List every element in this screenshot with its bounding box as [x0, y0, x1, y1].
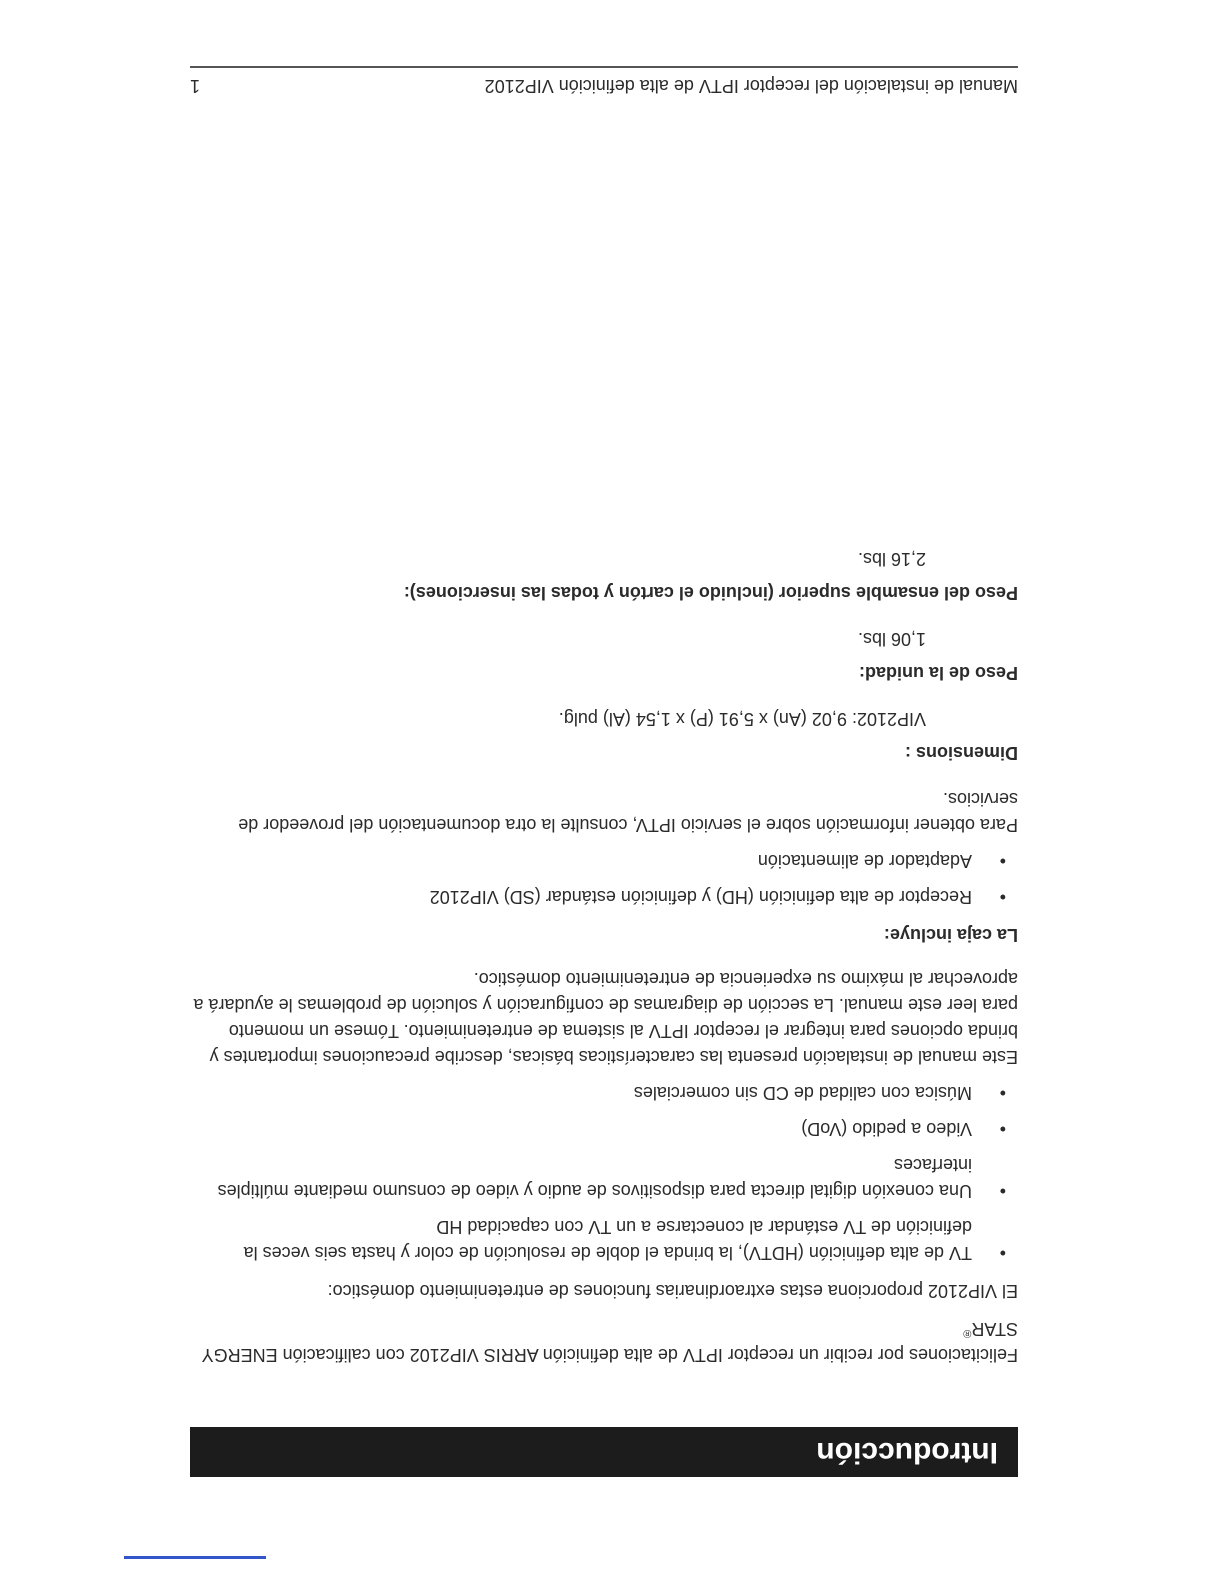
list-item: • Receptor de alta definición (HD) y definición estándar (SD) VIP2102: [190, 884, 1018, 910]
intro-paragraph: Felicitaciones por recibir un receptor IPTV de alta definición ARRIS VIP2102 con calificación ENERGY STAR®: [201, 1319, 1018, 1365]
unit-weight-value: 1,06 lbs.: [857, 629, 926, 649]
assembly-weight-value: 2,16 lbs.: [857, 549, 926, 569]
feature-list: [190, 1080, 1018, 1266]
running-header: [190, 66, 1018, 98]
page-body: [190, 546, 1018, 1368]
list-item: • Una conexión digital directa para dispositivos de audio y video de consumo mediante múltiples interfaces: [190, 1152, 1018, 1204]
box-contents-heading: La caja incluye:: [883, 925, 1018, 945]
list-item: • Música con calidad de CD sin comerciales: [190, 1080, 1018, 1106]
list-item: • TV de alta definición (HDTV), la brinda el doble de resolución de color y hasta seis veces la definición de TV estándar al conectarse a un TV con capacidad HD: [190, 1214, 1018, 1266]
section-title: Introducción: [816, 1436, 998, 1469]
dimensions-value: VIP2102: 9,02 (An) x 5,91 (P) x 1,54 (Al) pulg.: [558, 709, 926, 729]
section-banner: [190, 1427, 1018, 1477]
page-number: 1: [190, 76, 201, 96]
header-title: Manual de instalación del receptor IPTV de alta definición VIP2102: [484, 76, 1018, 96]
manual-description: Este manual de instalación presenta las características básicas, describe precauciones importantes y brinda opciones para integrar el receptor IPTV al sistema de entretenimiento. Tómese un momento para leer este manual. La sección de diagramas de configuración y solución de problemas le ayudará a aprovechar al máximo su experiencia de entretenimiento doméstico.: [193, 969, 1018, 1067]
assembly-weight-heading: Peso del ensamble superior (incluido el cartón y todas las inserciones):: [403, 583, 1018, 603]
service-note: Para obtener información sobre el servicio IPTV, consulte la otra documentación del proveedor de servicios.: [238, 789, 1018, 835]
registered-mark: ®: [963, 1327, 972, 1339]
box-contents-list: [190, 848, 1018, 910]
list-item: • Adaptador de alimentación: [190, 848, 1018, 874]
unit-weight-heading: Peso de la unidad:: [858, 663, 1018, 683]
features-lead: El VIP2102 proporciona estas extraordinarias funciones de entretenimiento doméstico:: [327, 1281, 1018, 1301]
list-item: • Video a pedido (VoD): [190, 1116, 1018, 1142]
blue-rule: [124, 1556, 266, 1559]
dimensions-heading: Dimensions :: [904, 743, 1018, 763]
